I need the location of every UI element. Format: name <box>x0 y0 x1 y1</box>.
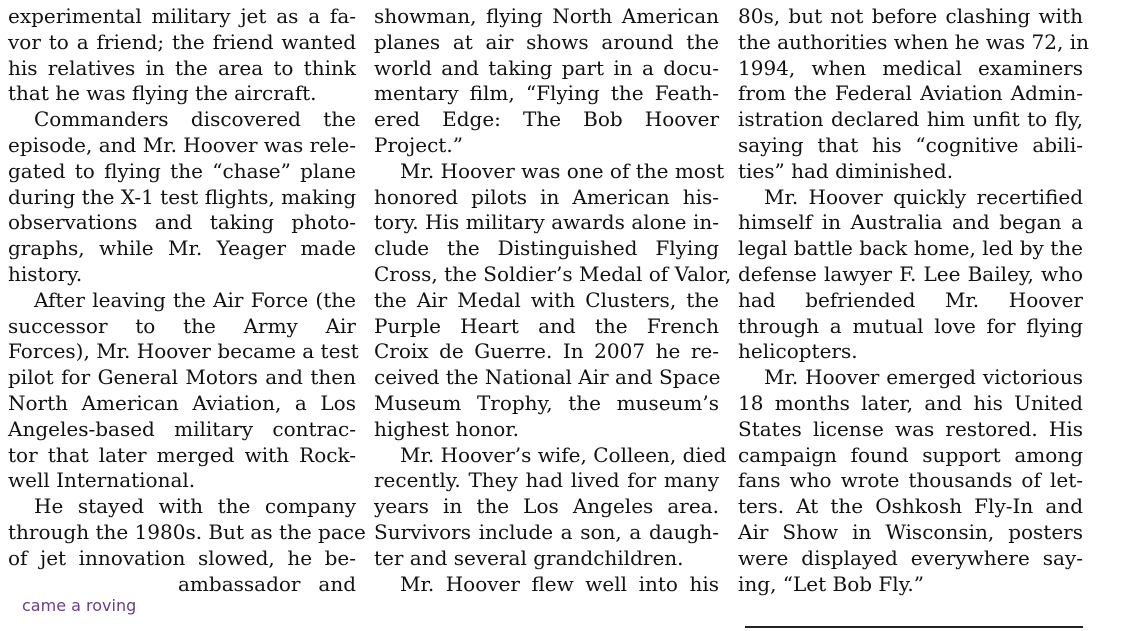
text-line: observations and taking photo- <box>8 210 356 235</box>
text-line: were displayed everywhere say- <box>738 545 1083 570</box>
text-line: graphs, while Mr. Yeager made <box>8 236 356 261</box>
text-line: world and taking part in a docu- <box>374 55 719 80</box>
text-line: 1994, when medical examiners <box>738 55 1083 80</box>
text-line: gated to flying the “chase” plane <box>8 158 356 183</box>
text-line: After leaving the Air Force (the <box>34 287 356 312</box>
text-line: Mr. Hoover emerged victorious <box>764 365 1083 390</box>
text-line: had befriended Mr. Hoover <box>738 287 1083 312</box>
text-line: Purple Heart and the French <box>374 313 719 338</box>
text-line: through the 1980s. But as the pace <box>8 519 366 544</box>
text-line: saying that his “cognitive abili- <box>738 132 1083 157</box>
text-line: Angeles-based military contrac- <box>8 416 356 441</box>
text-line: honored pilots in American his- <box>374 184 719 209</box>
bottom-rule-divider <box>745 626 1083 628</box>
text-line: ter and several grandchildren. <box>374 545 684 570</box>
text-line: showman, flying North American <box>374 4 719 28</box>
text-line: Cross, the Soldier’s Medal of Valor, <box>374 261 732 286</box>
text-line: legal battle back home, led by the <box>738 236 1083 261</box>
text-line: Air Show in Wisconsin, posters <box>738 519 1083 544</box>
text-line: Forces), Mr. Hoover became a test <box>8 339 359 364</box>
text-line: through a mutual love for flying <box>738 313 1083 338</box>
text-line: episode, and Mr. Hoover was rele- <box>8 132 356 157</box>
text-line: Mr. Hoover quickly recertified <box>764 184 1083 209</box>
text-line: ered Edge: The Bob Hoover <box>374 107 719 132</box>
text-line: tor that later merged with Rock- <box>8 442 356 467</box>
text-line: successor to the Army Air <box>8 313 356 338</box>
text-line: tory. His military awards alone in- <box>374 210 719 235</box>
text-line: ambassador and <box>178 571 356 596</box>
text-line: 18 months later, and his United <box>738 390 1083 415</box>
text-line: North American Aviation, a Los <box>8 390 356 415</box>
text-line: Commanders discovered the <box>34 107 356 132</box>
text-line: recently. They had lived for many <box>374 468 719 493</box>
text-line: Project.” <box>374 132 463 157</box>
text-line: ters. At the Oshkosh Fly-In and <box>738 494 1083 519</box>
text-line: experimental military jet as a fa- <box>8 4 356 28</box>
text-line: ceived the National Air and Space <box>374 365 721 390</box>
text-line: of jet innovation slowed, he be- <box>8 545 356 570</box>
text-line: from the Federal Aviation Admin- <box>738 81 1083 106</box>
text-line: highest honor. <box>374 416 520 441</box>
text-line: ing, “Let Bob Fly.” <box>738 571 924 596</box>
text-line: Museum Trophy, the museum’s <box>374 390 719 415</box>
text-line: well International. <box>8 468 196 493</box>
text-line: campaign found support among <box>738 442 1083 467</box>
text-line: 80s, but not before clashing with <box>738 4 1083 28</box>
text-line: his relatives in the area to think <box>8 55 356 80</box>
text-line: history. <box>8 261 83 286</box>
text-line: fans who wrote thousands of let- <box>738 468 1083 493</box>
text-line: pilot for General Motors and then <box>8 365 356 390</box>
text-line: planes at air shows around the <box>374 29 719 54</box>
text-line: He stayed with the company <box>34 494 356 519</box>
text-line: Mr. Hoover’s wife, Colleen, died <box>400 442 727 467</box>
article-column-2 <box>374 4 732 597</box>
text-line: that he was flying the aircraft. <box>8 81 317 106</box>
text-line: himself in Australia and began a <box>738 210 1083 235</box>
text-line: mentary film, “Flying the Feath- <box>374 81 719 106</box>
text-line: istration declared him unfit to fly, <box>738 107 1083 132</box>
text-line: clude the Distinguished Flying <box>374 236 719 261</box>
text-line: ties” had diminished. <box>738 158 954 183</box>
text-line: vor to a friend; the friend wanted <box>8 29 356 54</box>
text-line: Survivors include a son, a daugh- <box>374 519 719 544</box>
text-line: defense lawyer F. Lee Bailey, who <box>738 261 1083 286</box>
text-line: Croix de Guerre. In 2007 he re- <box>374 339 719 364</box>
text-line: during the X-1 test flights, making <box>8 184 357 209</box>
text-line: Mr. Hoover was one of the most <box>400 158 725 183</box>
overlay-annotation-text: came a roving <box>22 596 137 615</box>
article-column-3 <box>738 4 1089 597</box>
text-line: States license was restored. His <box>738 416 1083 441</box>
text-line: the authorities when he was 72, in <box>738 29 1089 54</box>
article-column-1 <box>8 4 366 597</box>
text-line: years in the Los Angeles area. <box>374 494 719 519</box>
text-line: the Air Medal with Clusters, the <box>374 287 719 312</box>
text-line: helicopters. <box>738 339 858 364</box>
text-line: Mr. Hoover flew well into his <box>400 571 719 596</box>
